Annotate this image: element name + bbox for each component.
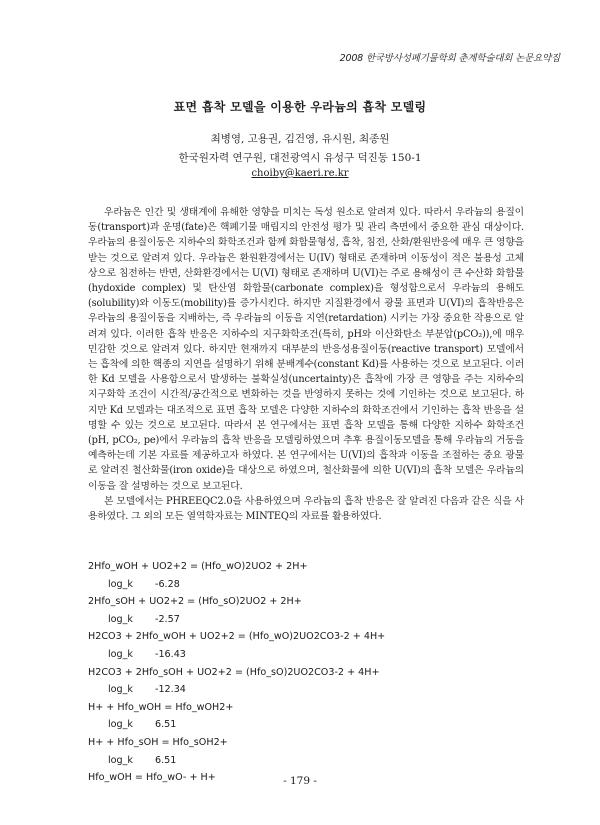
contact-email <box>0 168 600 179</box>
equation-log-k <box>88 716 528 734</box>
equation-log-k <box>88 681 528 699</box>
author-affiliation: 한국원자력 연구원, 대전광역시 유성구 덕진동 150-1 <box>178 152 422 164</box>
abstract-body <box>88 205 524 524</box>
log-k-label: log_k <box>108 684 133 696</box>
log-k-value: -12.34 <box>154 684 186 696</box>
paragraph-method: 본 모델에서는 PHREEQC2.0을 사용하였으며 우라늄의 흡착 반응은 잘 알려진 다음과 같은 식을 사용하였다. 그 외의 모든 열역학자료는 MINTEQ의 자료를 활용하였다. <box>88 495 524 523</box>
log-k-value: 6.51 <box>154 754 177 766</box>
log-k-value: -16.43 <box>154 648 186 660</box>
conference-header: 2008 한국방사성폐기물학회 춘계학술대회 논문요약집 <box>339 53 560 64</box>
equation-reaction: 2Hfo_sOH + UO2+2 = (Hfo_sO)2UO2 + 2H+ <box>88 596 302 608</box>
reaction-equations <box>88 558 528 787</box>
author-list: 최병영, 고용권, 김건영, 유시원, 최종원 <box>210 133 390 145</box>
log-k-label: log_k <box>108 578 133 590</box>
equation-reaction: H+ + Hfo_sOH = Hfo_sOH2+ <box>88 736 228 748</box>
log-k-value: -2.57 <box>154 613 180 625</box>
equation-reaction: 2Hfo_wOH + UO2+2 = (Hfo_wO)2UO2 + 2H+ <box>88 561 308 572</box>
log-k-label: log_k <box>108 613 133 625</box>
log-k-label: log_k <box>108 754 133 766</box>
equation-reaction: H2CO3 + 2Hfo_wOH + UO2+2 = (Hfo_wO)2UO2CO3-2 + 4H+ <box>88 631 386 643</box>
equation-reaction: Hfo_wOH = Hfo_wO- + H+ <box>88 772 216 784</box>
log-k-label: log_k <box>108 719 133 731</box>
equation-log-k <box>88 646 528 664</box>
log-k-value: 6.51 <box>154 719 177 731</box>
equation-log-k <box>88 576 528 594</box>
page-number: - 179 - <box>283 775 317 787</box>
equation-reaction: H2CO3 + 2Hfo_sOH + UO2+2 = (Hfo_sO)2UO2CO3-2 + 4H+ <box>88 666 380 678</box>
log-k-label: log_k <box>108 648 133 660</box>
email-link[interactable]: choiby@kaeri.re.kr <box>251 168 349 179</box>
paragraph-intro: 우라늄은 인간 및 생태계에 유해한 영향을 미치는 독성 원소로 알려져 있다. 따라서 우라늄의 용질이동(transport)과 운명(fate)은 핵폐기물 매립지의 안전성 평가 및 관리 측면에서 중요한 관심 대상이다. 우라늄의 용질이동은 지하수의 화학조건과 함께 화합물형성, 흡착, 침전, 산화/환원반응에 매우 큰 영향을 받는 것으로 알려져 있다. 우라늄은 환원환경에서는 U(IV) 형태로 존재하며 이동성이 적은 불용성 고체상으로 침전하는 반면, 산화환경에서는 U(VI) 형태로 존재하며 U(VI)는 주로 용해성이 큰 수산화 화합물(hydoxide complex) 및 탄산염 화합물(carbonate complex)을 형성함으로서 우라늄의 용해도(solubility)와 이동도(mobility)를 증가시킨다. 하지만 지질환경에서 광물 표면과 U(VI)의 흡착반응은 우라늄의 용질이동을 지배하는, 즉 우라늄의 이동을 지연(retardation) 시키는 가장 중요한 작용으로 알려져 있다. 이러한 흡착 반응은 지하수의 지구화학조건(특히, pH와 이산화탄소 부분압(pCO₂)),에 매우 민감한 것으로 알려져 있다. 하지만 현재까지 대부분의 반응성용질이동(reactive transport) 모델에서는 흡착에 의한 핵종의 지연을 설명하기 위해 분배계수(constant Kd)를 사용하는 것으로 보고된다. 이러한 Kd 모델을 사용함으로서 발생하는 불확실성(uncertainty)은 흡착에 가장 큰 영향을 주는 지하수의 지구화학 조건이 시간적/공간적으로 변화하는 것을 반영하지 못하는 것에 기인하는 것으로 보고된다. 하지만 Kd 모델과는 대조적으로 표면 흡착 모델은 다양한 지하수의 화학조건에서 기인하는 흡착 반응을 설명할 수 있는 것으로 보고된다. 따라서 본 연구에서는 표면 흡착 모델을 통해 다양한 지하수 화학조건(pH, pCO₂, pe)에서 우라늄의 흡착 반응을 모델링하였으며 추후 용질이동모델을 통해 우라늄의 거동을 예측하는데 기본 자료를 제공하고자 하였다. 본 연구에서는 U(VI)의 흡착과 이동을 조절하는 중요 광물로 알려진 철산화물(iron oxide)을 대상으로 하였으며, 철산화물에 의한 U(VI)의 흡착 모델은 우라늄의 이동을 잘 설명하는 것으로 보고된다. <box>88 207 525 492</box>
equation-log-k <box>88 611 528 629</box>
equation-reaction: H+ + Hfo_wOH = Hfo_wOH2+ <box>88 701 234 713</box>
log-k-value: -6.28 <box>154 578 180 590</box>
paper-title: 표면 흡착 모델을 이용한 우라늄의 흡착 모델링 <box>173 100 427 114</box>
equation-log-k <box>88 752 528 770</box>
